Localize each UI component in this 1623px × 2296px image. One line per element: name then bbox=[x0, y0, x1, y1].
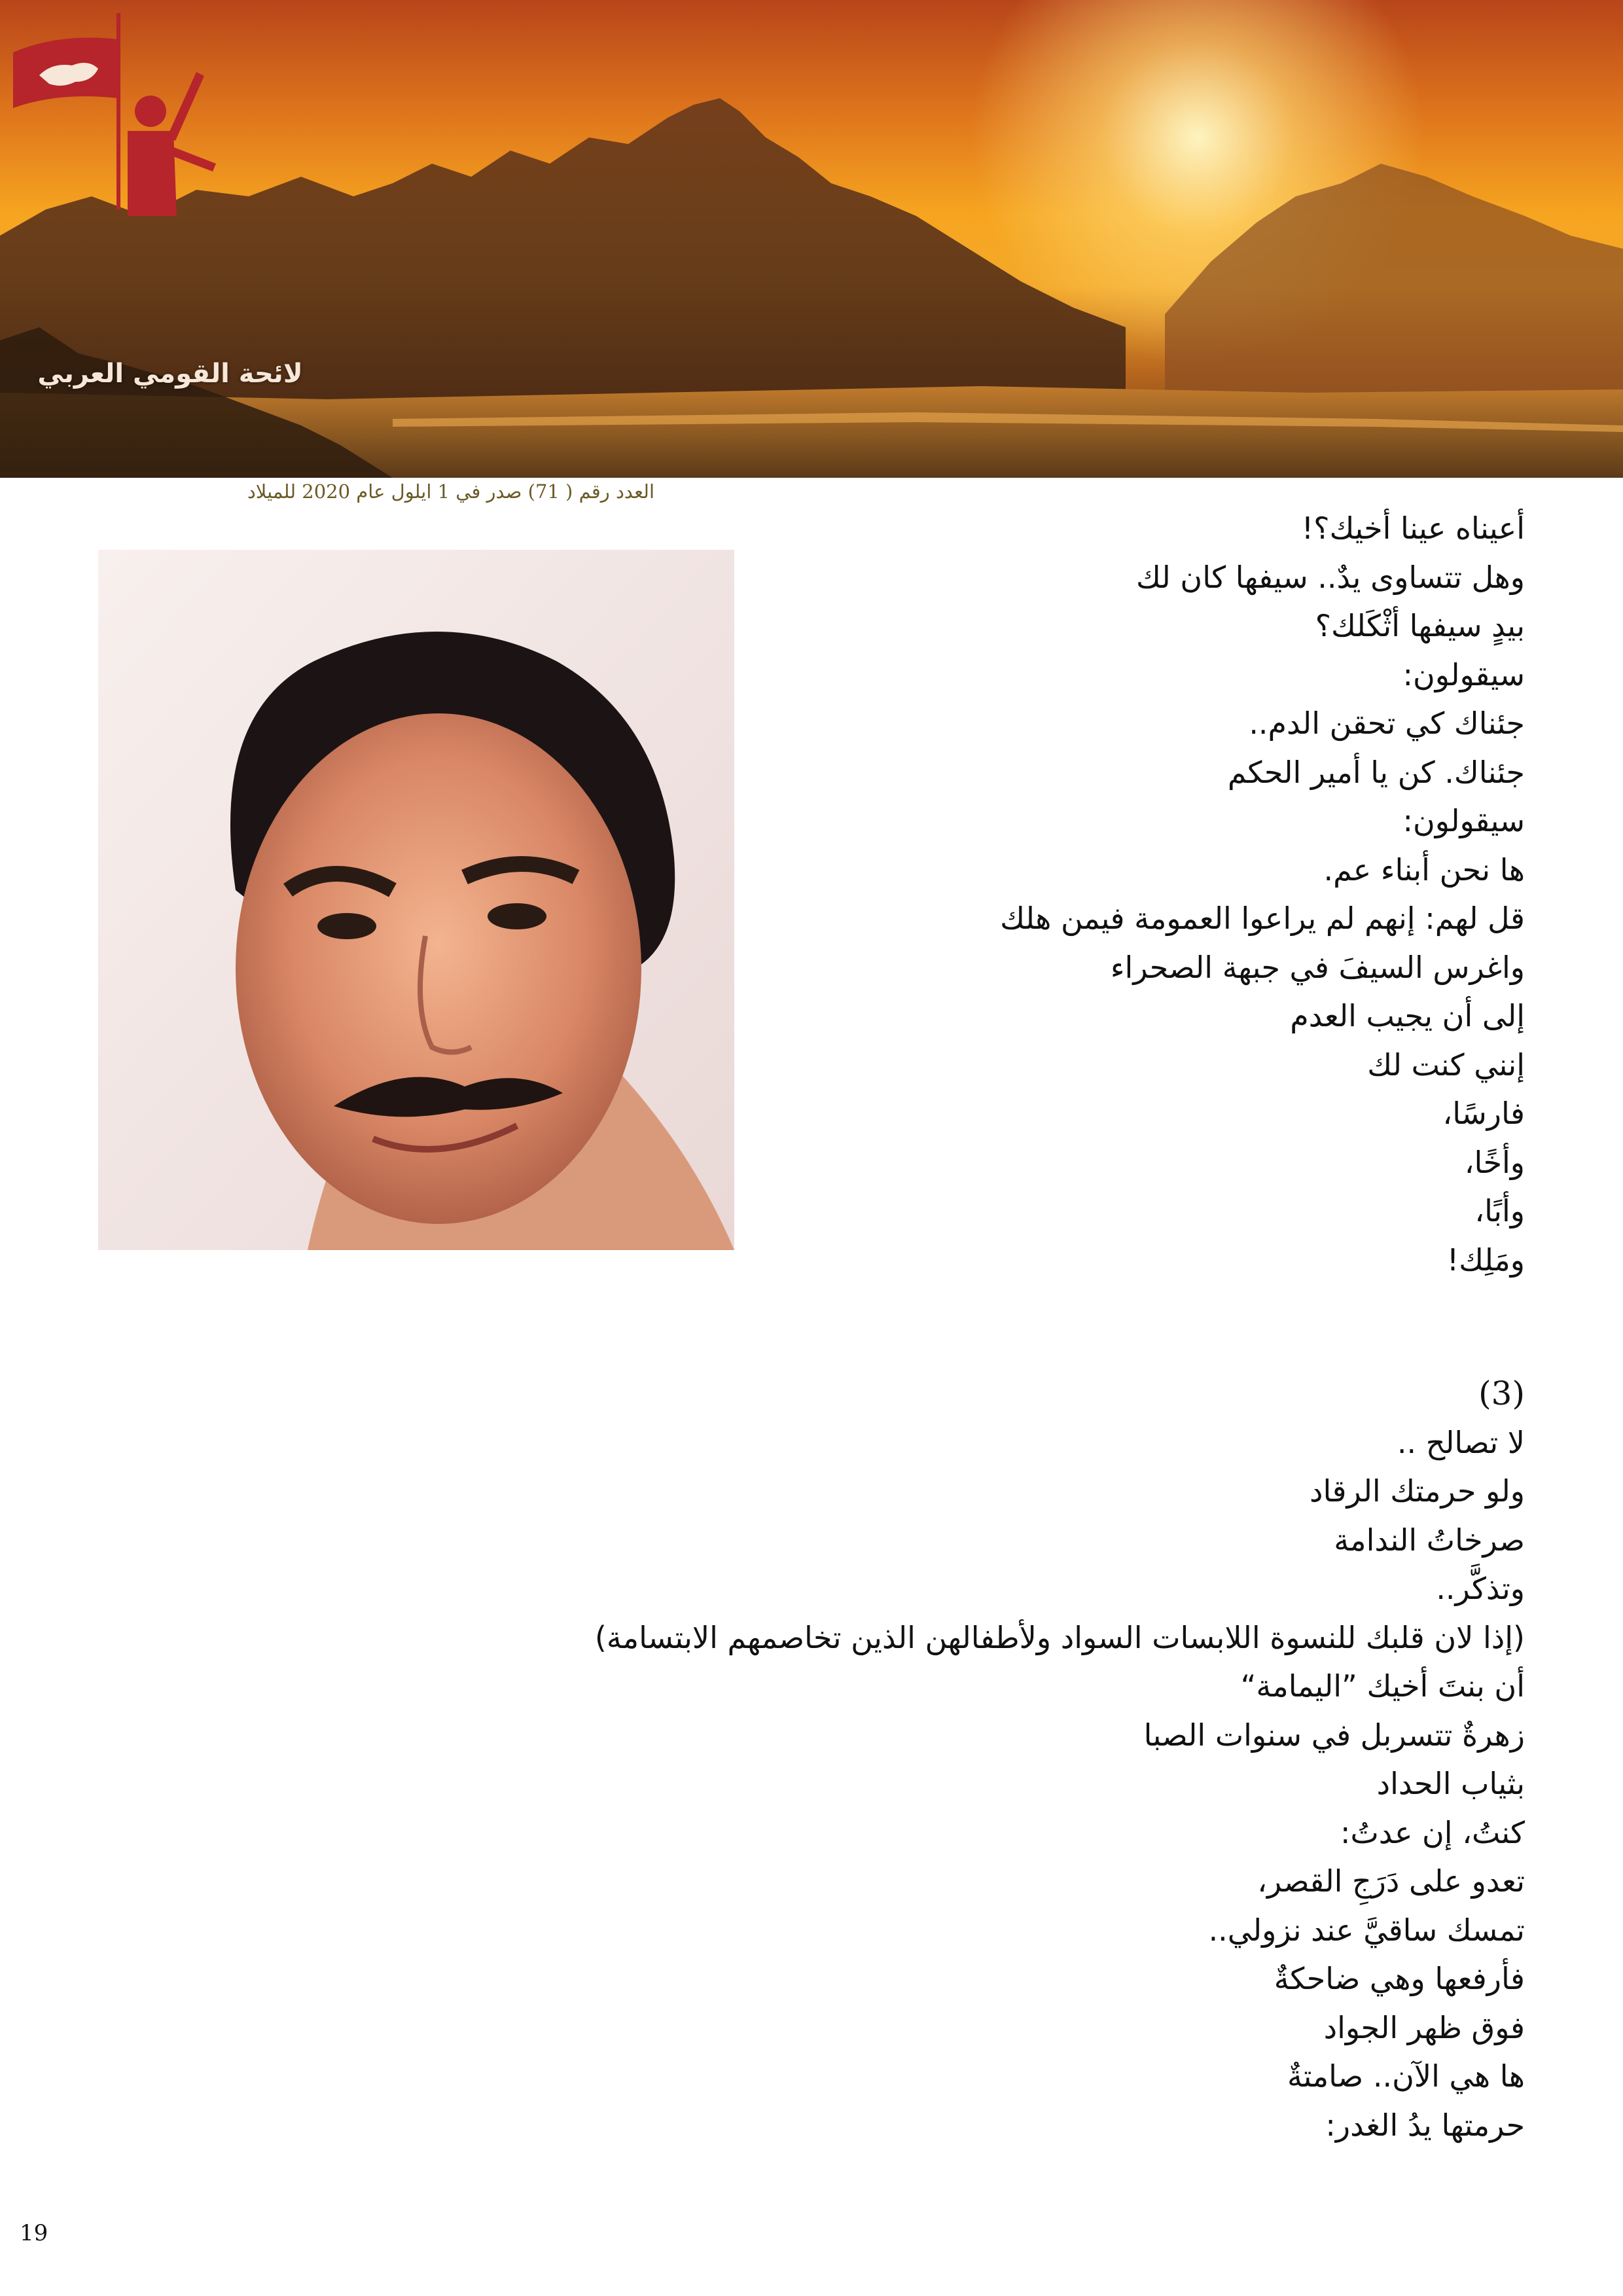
poem-line: أعيناه عينا أخيك؟! bbox=[1301, 511, 1525, 546]
left-eye bbox=[317, 913, 376, 939]
poem-line: وتذكَّر.. bbox=[1436, 1571, 1525, 1606]
poem-line: وأخًا، bbox=[1464, 1144, 1525, 1180]
logo-text: لائحة القومي العربي bbox=[37, 359, 303, 389]
poem-line: كنتُ، إن عدتُ: bbox=[1340, 1814, 1525, 1850]
page-number: 19 bbox=[20, 2220, 48, 2246]
section-number: (3) bbox=[1478, 1374, 1525, 1412]
poem-line: سيقولون: bbox=[1402, 656, 1525, 692]
poem-line: (إذا لان قلبك للنسوة اللابسات السواد ولأطفالهن الذين تخاصمهم الابتسامة) bbox=[594, 1619, 1525, 1655]
poem-line: ها هي الآن.. صامتةٌ bbox=[1287, 2058, 1525, 2094]
flag-pole bbox=[116, 13, 120, 209]
poem-line: صرخاتُ الندامة bbox=[1334, 1522, 1525, 1558]
stanza-gap bbox=[622, 1284, 1525, 1369]
poem-text bbox=[594, 504, 1525, 2149]
poem-line: تمسك ساقيَّ عند نزولي.. bbox=[1208, 1912, 1525, 1948]
poem-line: بيدٍ سيفها أثْكَلك؟ bbox=[1315, 608, 1525, 643]
poem-line: فارسًا، bbox=[1442, 1096, 1525, 1131]
rifle-icon bbox=[167, 72, 204, 141]
poem-line: جئناك. كن يا أمير الحكم bbox=[1227, 754, 1525, 790]
poem-line: قل لهم: إنهم لم يراعوا العمومة فيمن هلك bbox=[1000, 901, 1525, 936]
poem-line: سيقولون: bbox=[1402, 803, 1525, 838]
soldier-head bbox=[135, 96, 166, 127]
poem-line: ومَلِك! bbox=[1446, 1242, 1525, 1278]
poem-line: وهل تتساوى يدٌ.. سيفها كان لك bbox=[1136, 559, 1525, 595]
poem-line: حرمتها يدُ الغدر: bbox=[1325, 2107, 1525, 2143]
poem-line: إنني كنت لك bbox=[1367, 1047, 1525, 1083]
poem-line: فوق ظهر الجواد bbox=[1323, 2009, 1525, 2045]
poem-line: ولو حرمتك الرقاد bbox=[1309, 1473, 1525, 1509]
poem-line: زهرةٌ تتسربل في سنوات الصبا bbox=[1143, 1717, 1525, 1753]
poem-line: إلى أن يجيب العدم bbox=[1290, 998, 1525, 1033]
right-eye bbox=[488, 903, 546, 929]
poem-line: أن بنتَ أخيك ”اليمامة“ bbox=[1240, 1668, 1525, 1704]
poem-line: بثياب الحداد bbox=[1376, 1766, 1525, 1801]
poem-line: واغرس السيفَ في جبهة الصحراء bbox=[1110, 949, 1525, 985]
poem-line: لا تصالح .. bbox=[1397, 1424, 1525, 1460]
flag-soldier-logo bbox=[0, 0, 262, 262]
soldier-body bbox=[128, 131, 177, 216]
poem-line: تعدو على دَرَجِ القصر، bbox=[1257, 1863, 1525, 1899]
header-banner bbox=[0, 0, 1623, 478]
poem-line: فأرفعها وهي ضاحكةٌ bbox=[1274, 1961, 1525, 1996]
poem-line: ها نحن أبناء عم. bbox=[1323, 852, 1525, 888]
poem-line: جئناك كي تحقن الدم.. bbox=[1249, 706, 1525, 741]
issue-line: العدد رقم ( 71) صدر في 1 ايلول عام 2020 للميلاد bbox=[247, 480, 654, 503]
poem-line: وأبًا، bbox=[1474, 1193, 1525, 1229]
